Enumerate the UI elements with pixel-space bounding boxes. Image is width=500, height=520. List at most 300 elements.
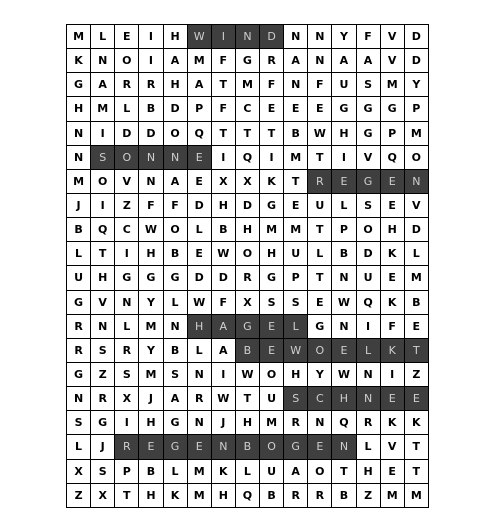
letter-cell[interactable]: X [67, 460, 91, 484]
letter-cell[interactable]: R [91, 387, 115, 411]
letter-cell[interactable]: B [212, 218, 236, 242]
letter-cell[interactable]: O [115, 49, 139, 73]
letter-cell[interactable]: E [188, 170, 212, 194]
letter-cell[interactable]: A [332, 49, 356, 73]
letter-cell[interactable]: T [308, 218, 332, 242]
letter-cell[interactable]: B [332, 484, 356, 508]
letter-cell[interactable]: M [139, 315, 163, 339]
highlighted-letter-cell[interactable]: N [139, 146, 163, 170]
letter-cell[interactable]: Y [308, 363, 332, 387]
letter-cell[interactable]: S [115, 363, 139, 387]
letter-cell[interactable]: S [357, 73, 381, 97]
letter-cell[interactable]: U [284, 242, 308, 266]
highlighted-letter-cell[interactable]: E [308, 435, 332, 459]
letter-cell[interactable]: P [115, 460, 139, 484]
highlighted-letter-cell[interactable]: E [405, 387, 429, 411]
letter-cell[interactable]: N [67, 146, 91, 170]
letter-cell[interactable]: O [236, 242, 260, 266]
highlighted-letter-cell[interactable]: E [188, 435, 212, 459]
letter-cell[interactable]: R [308, 484, 332, 508]
letter-cell[interactable]: L [67, 435, 91, 459]
letter-cell[interactable]: R [260, 49, 284, 73]
letter-cell[interactable]: H [67, 97, 91, 121]
letter-cell[interactable]: R [284, 411, 308, 435]
letter-cell[interactable]: G [357, 122, 381, 146]
letter-cell[interactable]: N [164, 315, 188, 339]
letter-cell[interactable]: I [91, 122, 115, 146]
letter-cell[interactable]: H [139, 242, 163, 266]
letter-cell[interactable]: F [357, 25, 381, 49]
letter-cell[interactable]: J [139, 387, 163, 411]
letter-cell[interactable]: C [115, 218, 139, 242]
letter-cell[interactable]: M [67, 170, 91, 194]
letter-cell[interactable]: T [405, 435, 429, 459]
letter-cell[interactable]: X [212, 170, 236, 194]
letter-cell[interactable]: B [332, 242, 356, 266]
highlighted-letter-cell[interactable]: N [357, 387, 381, 411]
letter-cell[interactable]: R [236, 266, 260, 290]
letter-cell[interactable]: H [139, 411, 163, 435]
letter-cell[interactable]: M [381, 484, 405, 508]
letter-cell[interactable]: B [164, 242, 188, 266]
letter-cell[interactable]: H [236, 218, 260, 242]
highlighted-letter-cell[interactable]: W [284, 339, 308, 363]
letter-cell[interactable]: M [188, 484, 212, 508]
letter-cell[interactable]: V [381, 435, 405, 459]
highlighted-letter-cell[interactable]: O [260, 435, 284, 459]
letter-cell[interactable]: H [332, 122, 356, 146]
letter-cell[interactable]: N [308, 49, 332, 73]
letter-cell[interactable]: E [284, 194, 308, 218]
letter-cell[interactable]: E [381, 460, 405, 484]
letter-cell[interactable]: O [164, 218, 188, 242]
letter-cell[interactable]: T [308, 146, 332, 170]
letter-cell[interactable]: I [260, 146, 284, 170]
letter-cell[interactable]: F [212, 49, 236, 73]
letter-cell[interactable]: T [332, 460, 356, 484]
letter-cell[interactable]: D [405, 25, 429, 49]
letter-cell[interactable]: T [284, 170, 308, 194]
letter-cell[interactable]: O [260, 363, 284, 387]
letter-cell[interactable]: G [67, 363, 91, 387]
letter-cell[interactable]: T [405, 460, 429, 484]
letter-cell[interactable]: S [91, 339, 115, 363]
letter-cell[interactable]: O [308, 460, 332, 484]
letter-cell[interactable]: A [284, 49, 308, 73]
letter-cell[interactable]: H [260, 242, 284, 266]
letter-cell[interactable]: A [284, 460, 308, 484]
letter-cell[interactable]: Y [139, 339, 163, 363]
letter-cell[interactable]: L [67, 242, 91, 266]
letter-cell[interactable]: W [332, 291, 356, 315]
letter-cell[interactable]: M [188, 460, 212, 484]
letter-cell[interactable]: S [67, 411, 91, 435]
letter-cell[interactable]: M [405, 266, 429, 290]
letter-cell[interactable]: H [381, 218, 405, 242]
letter-cell[interactable]: Z [91, 363, 115, 387]
letter-cell[interactable]: H [236, 411, 260, 435]
letter-cell[interactable]: C [236, 97, 260, 121]
letter-cell[interactable]: W [139, 218, 163, 242]
letter-cell[interactable]: V [405, 194, 429, 218]
highlighted-letter-cell[interactable]: E [139, 435, 163, 459]
letter-cell[interactable]: V [91, 291, 115, 315]
letter-cell[interactable]: Q [91, 218, 115, 242]
letter-cell[interactable]: I [212, 363, 236, 387]
letter-cell[interactable]: Y [139, 291, 163, 315]
letter-cell[interactable]: F [212, 97, 236, 121]
letter-cell[interactable]: N [308, 25, 332, 49]
letter-cell[interactable]: B [164, 339, 188, 363]
letter-cell[interactable]: I [381, 363, 405, 387]
letter-cell[interactable]: U [260, 460, 284, 484]
letter-cell[interactable]: G [381, 97, 405, 121]
letter-cell[interactable]: D [212, 266, 236, 290]
letter-cell[interactable]: Z [115, 194, 139, 218]
letter-cell[interactable]: A [357, 49, 381, 73]
letter-cell[interactable]: H [139, 484, 163, 508]
letter-cell[interactable]: L [405, 242, 429, 266]
letter-cell[interactable]: L [115, 97, 139, 121]
letter-cell[interactable]: R [284, 484, 308, 508]
letter-cell[interactable]: J [212, 411, 236, 435]
letter-cell[interactable]: M [381, 73, 405, 97]
letter-cell[interactable]: P [405, 97, 429, 121]
letter-cell[interactable]: L [164, 291, 188, 315]
letter-cell[interactable]: G [260, 194, 284, 218]
letter-cell[interactable]: N [357, 363, 381, 387]
highlighted-letter-cell[interactable]: G [236, 315, 260, 339]
letter-cell[interactable]: I [115, 411, 139, 435]
letter-cell[interactable]: B [139, 97, 163, 121]
letter-cell[interactable]: I [357, 315, 381, 339]
letter-cell[interactable]: A [91, 73, 115, 97]
letter-cell[interactable]: E [308, 97, 332, 121]
letter-cell[interactable]: V [115, 170, 139, 194]
letter-cell[interactable]: A [212, 339, 236, 363]
highlighted-letter-cell[interactable]: H [332, 387, 356, 411]
letter-cell[interactable]: Y [405, 73, 429, 97]
letter-cell[interactable]: G [67, 291, 91, 315]
letter-cell[interactable]: T [212, 122, 236, 146]
letter-cell[interactable]: T [91, 242, 115, 266]
letter-cell[interactable]: E [115, 25, 139, 49]
letter-cell[interactable]: W [212, 242, 236, 266]
letter-cell[interactable]: Q [357, 291, 381, 315]
letter-cell[interactable]: I [332, 146, 356, 170]
letter-cell[interactable]: U [260, 387, 284, 411]
letter-cell[interactable]: K [405, 411, 429, 435]
letter-cell[interactable]: R [115, 339, 139, 363]
letter-cell[interactable]: H [212, 194, 236, 218]
letter-cell[interactable]: K [67, 49, 91, 73]
letter-cell[interactable]: S [357, 194, 381, 218]
letter-cell[interactable]: K [381, 291, 405, 315]
letter-cell[interactable]: F [260, 73, 284, 97]
letter-cell[interactable]: B [67, 218, 91, 242]
letter-cell[interactable]: G [164, 411, 188, 435]
letter-cell[interactable]: S [164, 363, 188, 387]
letter-cell[interactable]: X [91, 484, 115, 508]
letter-cell[interactable]: D [405, 218, 429, 242]
letter-cell[interactable]: H [91, 266, 115, 290]
letter-cell[interactable]: D [188, 266, 212, 290]
highlighted-letter-cell[interactable]: N [236, 25, 260, 49]
highlighted-letter-cell[interactable]: B [236, 339, 260, 363]
highlighted-letter-cell[interactable]: O [308, 339, 332, 363]
letter-cell[interactable]: F [381, 315, 405, 339]
highlighted-letter-cell[interactable]: K [381, 339, 405, 363]
letter-cell[interactable]: F [212, 291, 236, 315]
highlighted-letter-cell[interactable]: A [212, 315, 236, 339]
letter-cell[interactable]: B [405, 291, 429, 315]
letter-cell[interactable]: E [381, 266, 405, 290]
letter-cell[interactable]: T [260, 122, 284, 146]
letter-cell[interactable]: M [67, 25, 91, 49]
letter-cell[interactable]: N [67, 122, 91, 146]
letter-cell[interactable]: V [381, 49, 405, 73]
highlighted-letter-cell[interactable]: E [332, 339, 356, 363]
letter-cell[interactable]: N [284, 25, 308, 49]
letter-cell[interactable]: V [357, 146, 381, 170]
letter-cell[interactable]: N [188, 363, 212, 387]
letter-cell[interactable]: F [164, 194, 188, 218]
letter-cell[interactable]: B [260, 484, 284, 508]
letter-cell[interactable]: D [236, 194, 260, 218]
letter-cell[interactable]: P [188, 97, 212, 121]
letter-cell[interactable]: U [357, 266, 381, 290]
letter-cell[interactable]: E [381, 194, 405, 218]
letter-cell[interactable]: A [164, 387, 188, 411]
letter-cell[interactable]: O [164, 122, 188, 146]
letter-cell[interactable]: G [260, 266, 284, 290]
highlighted-letter-cell[interactable]: E [381, 387, 405, 411]
highlighted-letter-cell[interactable]: S [91, 146, 115, 170]
highlighted-letter-cell[interactable]: N [405, 170, 429, 194]
highlighted-letter-cell[interactable]: E [260, 315, 284, 339]
letter-cell[interactable]: E [308, 291, 332, 315]
letter-cell[interactable]: G [357, 97, 381, 121]
letter-cell[interactable]: I [139, 49, 163, 73]
letter-cell[interactable]: Q [332, 411, 356, 435]
letter-cell[interactable]: N [332, 266, 356, 290]
letter-cell[interactable]: G [115, 266, 139, 290]
letter-cell[interactable]: O [405, 146, 429, 170]
letter-cell[interactable]: D [139, 122, 163, 146]
letter-cell[interactable]: H [357, 460, 381, 484]
letter-cell[interactable]: Y [332, 25, 356, 49]
letter-cell[interactable]: E [260, 97, 284, 121]
letter-cell[interactable]: N [308, 411, 332, 435]
letter-cell[interactable]: L [332, 194, 356, 218]
letter-cell[interactable]: H [164, 25, 188, 49]
letter-cell[interactable]: X [236, 170, 260, 194]
letter-cell[interactable]: N [115, 291, 139, 315]
letter-cell[interactable]: Q [381, 146, 405, 170]
letter-cell[interactable]: D [164, 97, 188, 121]
letter-cell[interactable]: B [284, 122, 308, 146]
letter-cell[interactable]: N [284, 73, 308, 97]
highlighted-letter-cell[interactable]: R [308, 170, 332, 194]
letter-cell[interactable]: L [236, 460, 260, 484]
highlighted-letter-cell[interactable]: D [260, 25, 284, 49]
letter-cell[interactable]: G [67, 73, 91, 97]
letter-cell[interactable]: R [139, 73, 163, 97]
letter-cell[interactable]: D [405, 49, 429, 73]
letter-cell[interactable]: N [188, 411, 212, 435]
highlighted-letter-cell[interactable]: O [115, 146, 139, 170]
letter-cell[interactable]: T [115, 484, 139, 508]
letter-cell[interactable]: D [115, 122, 139, 146]
highlighted-letter-cell[interactable]: E [188, 146, 212, 170]
letter-cell[interactable]: T [308, 266, 332, 290]
letter-cell[interactable]: K [212, 460, 236, 484]
letter-cell[interactable]: G [332, 97, 356, 121]
letter-cell[interactable]: W [308, 122, 332, 146]
letter-cell[interactable]: S [260, 291, 284, 315]
letter-cell[interactable]: A [164, 49, 188, 73]
letter-cell[interactable]: I [212, 146, 236, 170]
highlighted-letter-cell[interactable]: L [284, 315, 308, 339]
letter-cell[interactable]: X [115, 387, 139, 411]
highlighted-letter-cell[interactable]: L [357, 339, 381, 363]
highlighted-letter-cell[interactable]: S [284, 387, 308, 411]
letter-cell[interactable]: L [164, 460, 188, 484]
highlighted-letter-cell[interactable]: E [332, 170, 356, 194]
letter-cell[interactable]: G [164, 266, 188, 290]
letter-cell[interactable]: G [91, 411, 115, 435]
letter-cell[interactable]: L [188, 339, 212, 363]
letter-cell[interactable]: M [284, 146, 308, 170]
letter-cell[interactable]: M [284, 218, 308, 242]
letter-cell[interactable]: T [212, 73, 236, 97]
highlighted-letter-cell[interactable]: G [164, 435, 188, 459]
letter-cell[interactable]: K [164, 484, 188, 508]
letter-cell[interactable]: L [357, 435, 381, 459]
letter-cell[interactable]: U [332, 73, 356, 97]
letter-cell[interactable]: E [284, 97, 308, 121]
letter-cell[interactable]: H [284, 363, 308, 387]
letter-cell[interactable]: Z [357, 484, 381, 508]
letter-cell[interactable]: L [91, 25, 115, 49]
highlighted-letter-cell[interactable]: T [405, 339, 429, 363]
highlighted-letter-cell[interactable]: W [188, 25, 212, 49]
letter-cell[interactable]: G [139, 266, 163, 290]
letter-cell[interactable]: D [357, 242, 381, 266]
letter-cell[interactable]: D [188, 194, 212, 218]
letter-cell[interactable]: M [260, 218, 284, 242]
letter-cell[interactable]: A [164, 170, 188, 194]
letter-cell[interactable]: G [236, 49, 260, 73]
letter-cell[interactable]: J [67, 194, 91, 218]
letter-cell[interactable]: M [91, 97, 115, 121]
letter-cell[interactable]: P [284, 266, 308, 290]
highlighted-letter-cell[interactable]: I [212, 25, 236, 49]
letter-cell[interactable]: H [164, 73, 188, 97]
letter-cell[interactable]: M [260, 411, 284, 435]
letter-cell[interactable]: G [308, 315, 332, 339]
letter-cell[interactable]: O [91, 170, 115, 194]
highlighted-letter-cell[interactable]: G [284, 435, 308, 459]
highlighted-letter-cell[interactable]: N [332, 435, 356, 459]
letter-cell[interactable]: J [91, 435, 115, 459]
highlighted-letter-cell[interactable]: N [164, 146, 188, 170]
letter-cell[interactable]: W [332, 363, 356, 387]
letter-cell[interactable]: R [188, 387, 212, 411]
letter-cell[interactable]: K [260, 170, 284, 194]
letter-cell[interactable]: T [236, 122, 260, 146]
letter-cell[interactable]: N [67, 387, 91, 411]
letter-cell[interactable]: I [115, 242, 139, 266]
letter-cell[interactable]: I [91, 194, 115, 218]
letter-cell[interactable]: H [212, 484, 236, 508]
letter-cell[interactable]: B [139, 460, 163, 484]
letter-cell[interactable]: A [188, 73, 212, 97]
highlighted-letter-cell[interactable]: E [260, 339, 284, 363]
letter-cell[interactable]: R [67, 339, 91, 363]
letter-cell[interactable]: M [236, 73, 260, 97]
letter-cell[interactable]: I [139, 25, 163, 49]
highlighted-letter-cell[interactable]: R [115, 435, 139, 459]
letter-cell[interactable]: R [357, 411, 381, 435]
letter-cell[interactable]: R [67, 315, 91, 339]
letter-cell[interactable]: N [91, 315, 115, 339]
letter-cell[interactable]: S [91, 460, 115, 484]
letter-cell[interactable]: S [284, 291, 308, 315]
letter-cell[interactable]: Q [236, 146, 260, 170]
letter-cell[interactable]: Z [405, 363, 429, 387]
letter-cell[interactable]: N [91, 49, 115, 73]
letter-cell[interactable]: Z [67, 484, 91, 508]
letter-cell[interactable]: N [332, 315, 356, 339]
letter-cell[interactable]: L [308, 242, 332, 266]
highlighted-letter-cell[interactable]: C [308, 387, 332, 411]
letter-cell[interactable]: M [405, 122, 429, 146]
letter-cell[interactable]: T [236, 387, 260, 411]
letter-cell[interactable]: W [188, 291, 212, 315]
highlighted-letter-cell[interactable]: G [357, 170, 381, 194]
letter-cell[interactable]: K [381, 242, 405, 266]
letter-cell[interactable]: E [188, 242, 212, 266]
letter-cell[interactable]: R [115, 73, 139, 97]
letter-cell[interactable]: M [188, 49, 212, 73]
letter-cell[interactable]: P [381, 122, 405, 146]
highlighted-letter-cell[interactable]: B [236, 435, 260, 459]
letter-cell[interactable]: L [115, 315, 139, 339]
letter-cell[interactable]: O [357, 218, 381, 242]
letter-cell[interactable]: W [236, 363, 260, 387]
letter-cell[interactable]: W [212, 387, 236, 411]
letter-cell[interactable]: P [332, 218, 356, 242]
letter-cell[interactable]: X [236, 291, 260, 315]
letter-cell[interactable]: Q [188, 122, 212, 146]
letter-cell[interactable]: F [139, 194, 163, 218]
letter-cell[interactable]: N [139, 170, 163, 194]
highlighted-letter-cell[interactable]: H [188, 315, 212, 339]
letter-cell[interactable]: K [381, 411, 405, 435]
letter-cell[interactable]: F [308, 73, 332, 97]
letter-cell[interactable]: E [405, 315, 429, 339]
letter-cell[interactable]: M [139, 363, 163, 387]
letter-cell[interactable]: M [405, 484, 429, 508]
letter-cell[interactable]: V [381, 25, 405, 49]
letter-cell[interactable]: L [188, 218, 212, 242]
highlighted-letter-cell[interactable]: N [212, 435, 236, 459]
letter-cell[interactable]: U [308, 194, 332, 218]
highlighted-letter-cell[interactable]: E [381, 170, 405, 194]
letter-cell[interactable]: U [67, 266, 91, 290]
letter-cell[interactable]: Q [236, 484, 260, 508]
